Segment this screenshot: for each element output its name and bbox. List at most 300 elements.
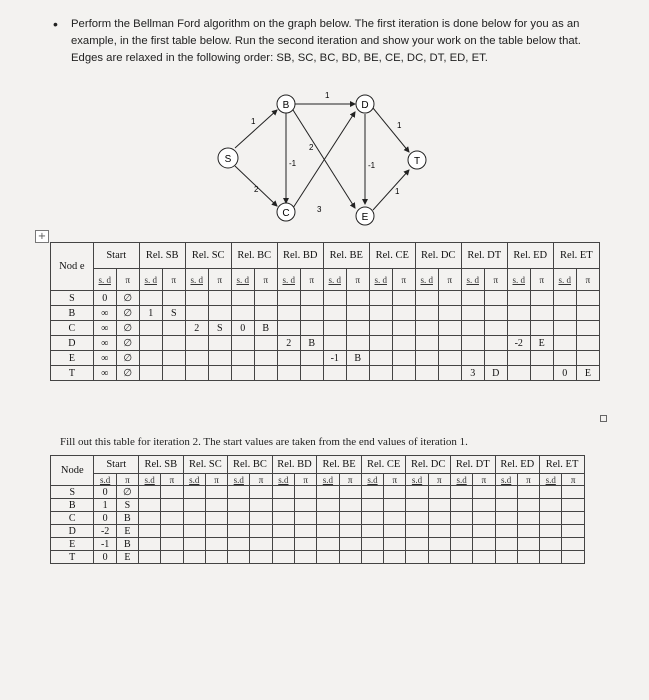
d-cell[interactable]	[228, 499, 250, 512]
pi-cell[interactable]	[339, 486, 361, 499]
d-cell[interactable]	[183, 538, 205, 551]
pi-cell[interactable]	[428, 551, 450, 564]
pi-cell[interactable]	[205, 525, 227, 538]
pi-cell[interactable]	[473, 486, 495, 499]
pi-cell[interactable]	[384, 525, 406, 538]
row-node-label: S	[51, 291, 94, 306]
d-cell	[139, 366, 162, 381]
pi-cell	[208, 336, 231, 351]
pi-cell	[208, 306, 231, 321]
d-cell[interactable]	[272, 551, 294, 564]
pi-cell[interactable]	[517, 538, 539, 551]
pi-cell	[438, 366, 461, 381]
node-e	[356, 207, 374, 225]
pi-cell[interactable]	[339, 499, 361, 512]
rel-header: Rel. SB	[139, 456, 184, 474]
sub-header-d: s.d	[272, 474, 294, 486]
d-cell[interactable]	[406, 512, 428, 525]
rel-header: Rel. CE	[361, 456, 406, 474]
d-cell[interactable]	[450, 551, 472, 564]
table-row	[51, 486, 585, 499]
sub-header-pi: π	[300, 269, 323, 291]
d-cell	[369, 336, 392, 351]
pi-cell[interactable]	[517, 512, 539, 525]
pi-cell[interactable]	[295, 499, 317, 512]
iteration-2-table	[50, 455, 585, 564]
pi-cell[interactable]	[205, 486, 227, 499]
pi-cell[interactable]	[562, 499, 585, 512]
pi-cell	[530, 321, 553, 336]
svg-text:C: C	[282, 208, 290, 219]
weight-bd: 1	[325, 91, 330, 100]
d-cell[interactable]	[495, 486, 517, 499]
pi-cell[interactable]	[428, 512, 450, 525]
d-cell	[507, 366, 530, 381]
table-row	[51, 336, 600, 351]
pi-cell[interactable]	[295, 538, 317, 551]
pi-cell[interactable]	[517, 499, 539, 512]
pi-cell	[392, 351, 415, 366]
pi-cell	[208, 351, 231, 366]
d-cell[interactable]	[406, 499, 428, 512]
row-node-label: C	[51, 321, 94, 336]
sub-header-pi: π	[162, 269, 185, 291]
pi-cell[interactable]	[428, 525, 450, 538]
d-cell[interactable]	[272, 538, 294, 551]
d-cell[interactable]	[183, 512, 205, 525]
table-row	[51, 306, 600, 321]
pi-cell[interactable]	[250, 486, 272, 499]
start-pi-cell: S	[116, 499, 138, 512]
d-cell[interactable]	[450, 538, 472, 551]
d-cell[interactable]	[450, 499, 472, 512]
row-node-label: D	[51, 525, 94, 538]
d-cell	[507, 306, 530, 321]
pi-cell[interactable]	[161, 512, 183, 525]
sub-header-d: s. d	[507, 269, 530, 291]
sub-header-pi: π	[295, 474, 317, 486]
d-cell: 3	[461, 366, 484, 381]
rel-header: Rel. ET	[553, 243, 599, 269]
d-cell[interactable]	[540, 486, 562, 499]
sub-header-d: s. d	[185, 269, 208, 291]
pi-cell	[254, 366, 277, 381]
start-d-cell: ∞	[93, 336, 116, 351]
node-header: Node	[51, 456, 94, 486]
d-cell	[461, 351, 484, 366]
pi-cell	[300, 366, 323, 381]
d-cell	[415, 306, 438, 321]
d-cell: 2	[185, 321, 208, 336]
table2-caption: Fill out this table for iteration 2. The start values are taken from the end values of iteration 1.	[60, 436, 468, 448]
pi-cell	[162, 291, 185, 306]
pi-cell[interactable]	[205, 538, 227, 551]
start-pi-cell: ∅	[116, 351, 139, 366]
pi-cell	[254, 291, 277, 306]
start-pi-cell: ∅	[116, 291, 139, 306]
d-cell[interactable]	[272, 499, 294, 512]
table-handle-plus-icon[interactable]: +	[35, 230, 49, 243]
d-cell[interactable]	[272, 512, 294, 525]
d-cell	[323, 366, 346, 381]
table-row	[51, 351, 600, 366]
d-cell	[231, 306, 254, 321]
d-cell	[369, 291, 392, 306]
sub-header-pi: π	[339, 474, 361, 486]
d-cell[interactable]	[361, 486, 383, 499]
sub-header-pi: π	[576, 269, 599, 291]
sub-header-pi: π	[208, 269, 231, 291]
pi-cell: S	[162, 306, 185, 321]
pi-cell: E	[576, 366, 599, 381]
sub-header-pi: π	[116, 269, 139, 291]
pi-cell[interactable]	[339, 538, 361, 551]
pi-cell[interactable]	[517, 486, 539, 499]
d-cell[interactable]	[361, 512, 383, 525]
pi-cell	[162, 366, 185, 381]
pi-cell[interactable]	[295, 551, 317, 564]
edge-et	[373, 170, 409, 210]
d-cell[interactable]	[450, 512, 472, 525]
sub-header-pi: π	[428, 474, 450, 486]
pi-cell[interactable]	[339, 512, 361, 525]
start-d-cell: -2	[94, 525, 116, 538]
d-cell	[415, 291, 438, 306]
start-pi-cell: B	[116, 512, 138, 525]
pi-cell[interactable]	[473, 551, 495, 564]
pi-cell	[392, 321, 415, 336]
d-cell	[553, 306, 576, 321]
d-cell[interactable]	[540, 512, 562, 525]
sub-header-pi: π	[205, 474, 227, 486]
d-cell	[185, 291, 208, 306]
start-pi-cell: ∅	[116, 366, 139, 381]
d-cell	[415, 351, 438, 366]
d-cell[interactable]	[183, 499, 205, 512]
sub-header-pi: π	[562, 474, 585, 486]
d-cell[interactable]	[406, 486, 428, 499]
pi-cell[interactable]	[250, 512, 272, 525]
d-cell[interactable]	[361, 538, 383, 551]
rel-header: Rel. CE	[369, 243, 415, 269]
d-cell	[553, 336, 576, 351]
pi-cell[interactable]	[339, 525, 361, 538]
row-node-label: E	[51, 538, 94, 551]
pi-cell	[438, 291, 461, 306]
d-cell[interactable]	[540, 499, 562, 512]
pi-cell	[530, 351, 553, 366]
start-d-cell: ∞	[93, 321, 116, 336]
d-cell	[139, 321, 162, 336]
pi-cell	[576, 351, 599, 366]
sub-header-d: s.d	[450, 474, 472, 486]
pi-cell[interactable]	[473, 525, 495, 538]
sub-header-d: s.d	[495, 474, 517, 486]
svg-text:T: T	[413, 156, 421, 167]
pi-cell[interactable]	[295, 512, 317, 525]
d-cell[interactable]	[228, 512, 250, 525]
weight-dc: -1	[368, 161, 376, 170]
sub-header-pi: π	[384, 474, 406, 486]
start-d-cell: -1	[94, 538, 116, 551]
rel-header: Rel. DT	[450, 456, 495, 474]
pi-cell[interactable]	[562, 538, 585, 551]
d-cell: 0	[231, 321, 254, 336]
d-cell[interactable]	[361, 499, 383, 512]
pi-cell	[162, 321, 185, 336]
pi-cell[interactable]	[384, 499, 406, 512]
rel-header: Rel. SC	[183, 456, 228, 474]
d-cell[interactable]	[139, 499, 161, 512]
d-cell[interactable]	[361, 551, 383, 564]
d-cell	[507, 351, 530, 366]
start-header: Start	[93, 243, 139, 269]
pi-cell	[254, 351, 277, 366]
sub-header-d: s.d	[317, 474, 339, 486]
d-cell[interactable]	[406, 525, 428, 538]
d-cell	[139, 291, 162, 306]
pi-cell[interactable]	[562, 512, 585, 525]
d-cell[interactable]	[495, 525, 517, 538]
sub-header-pi: π	[484, 269, 507, 291]
d-cell[interactable]	[139, 551, 161, 564]
start-pi-cell: B	[116, 538, 138, 551]
sub-header-pi: π	[254, 269, 277, 291]
pi-cell	[438, 336, 461, 351]
iteration-1-table	[50, 242, 600, 381]
pi-cell[interactable]	[161, 486, 183, 499]
pi-cell[interactable]	[562, 525, 585, 538]
pi-cell	[530, 306, 553, 321]
sub-header-pi: π	[392, 269, 415, 291]
pi-cell	[576, 306, 599, 321]
pi-cell[interactable]	[473, 512, 495, 525]
d-cell[interactable]	[406, 538, 428, 551]
d-cell[interactable]	[317, 512, 339, 525]
pi-cell	[346, 321, 369, 336]
table-row	[51, 512, 585, 525]
pi-cell: S	[208, 321, 231, 336]
d-cell	[507, 291, 530, 306]
start-pi-cell: ∅	[116, 306, 139, 321]
pi-cell	[254, 336, 277, 351]
d-cell	[231, 336, 254, 351]
d-cell	[323, 306, 346, 321]
sub-header-pi: π	[517, 474, 539, 486]
start-header: Start	[94, 456, 139, 474]
pi-cell	[162, 351, 185, 366]
pi-cell[interactable]	[161, 551, 183, 564]
instructions	[55, 16, 615, 67]
row-node-label: E	[51, 351, 94, 366]
pi-cell[interactable]	[339, 551, 361, 564]
rel-header: Rel. ED	[507, 243, 553, 269]
pi-cell[interactable]	[250, 499, 272, 512]
pi-cell[interactable]	[428, 499, 450, 512]
d-cell[interactable]	[317, 486, 339, 499]
pi-cell[interactable]	[384, 486, 406, 499]
pi-cell[interactable]	[473, 538, 495, 551]
bullet-icon: •	[53, 16, 58, 32]
rel-header: Rel. DC	[415, 243, 461, 269]
pi-cell[interactable]	[250, 538, 272, 551]
pi-cell[interactable]	[205, 551, 227, 564]
pi-cell	[438, 306, 461, 321]
d-cell[interactable]	[183, 551, 205, 564]
d-cell[interactable]	[228, 551, 250, 564]
d-cell[interactable]	[406, 551, 428, 564]
d-cell[interactable]	[317, 499, 339, 512]
pi-cell: D	[484, 366, 507, 381]
d-cell[interactable]	[183, 486, 205, 499]
pi-cell[interactable]	[517, 551, 539, 564]
d-cell[interactable]	[139, 525, 161, 538]
d-cell	[553, 291, 576, 306]
d-cell[interactable]	[495, 551, 517, 564]
start-d-cell: 0	[93, 291, 116, 306]
d-cell	[369, 306, 392, 321]
d-cell	[139, 351, 162, 366]
pi-cell[interactable]	[295, 525, 317, 538]
sub-header-d: s. d	[369, 269, 392, 291]
pi-cell[interactable]	[161, 499, 183, 512]
node-header: Nod e	[51, 243, 94, 291]
sub-header-d: s.d	[406, 474, 428, 486]
d-cell	[461, 321, 484, 336]
pi-cell	[392, 366, 415, 381]
pi-cell[interactable]	[562, 486, 585, 499]
d-cell	[231, 366, 254, 381]
d-cell[interactable]	[450, 486, 472, 499]
pi-cell	[438, 351, 461, 366]
d-cell	[507, 321, 530, 336]
node-d	[356, 95, 374, 113]
pi-cell[interactable]	[250, 525, 272, 538]
d-cell[interactable]	[317, 551, 339, 564]
row-node-label: B	[51, 499, 94, 512]
pi-cell	[208, 291, 231, 306]
pi-cell[interactable]	[250, 551, 272, 564]
pi-cell[interactable]	[428, 486, 450, 499]
row-node-label: B	[51, 306, 94, 321]
d-cell[interactable]	[450, 525, 472, 538]
d-cell: 2	[277, 336, 300, 351]
d-cell	[277, 306, 300, 321]
d-cell[interactable]	[540, 538, 562, 551]
sub-header-d: s.d	[94, 474, 116, 486]
d-cell[interactable]	[540, 525, 562, 538]
d-cell	[323, 336, 346, 351]
start-pi-cell: ∅	[116, 321, 139, 336]
pi-cell[interactable]	[384, 538, 406, 551]
d-cell	[185, 366, 208, 381]
d-cell[interactable]	[139, 486, 161, 499]
pi-cell[interactable]	[295, 486, 317, 499]
pi-cell[interactable]	[205, 512, 227, 525]
d-cell[interactable]	[139, 538, 161, 551]
pi-cell[interactable]	[473, 499, 495, 512]
pi-cell	[300, 321, 323, 336]
pi-cell[interactable]	[517, 525, 539, 538]
weight-bc: -1	[289, 159, 297, 168]
rel-header: Rel. BD	[272, 456, 317, 474]
d-cell	[277, 366, 300, 381]
pi-cell	[484, 321, 507, 336]
table-resize-handle[interactable]	[600, 415, 607, 422]
start-d-cell: ∞	[93, 306, 116, 321]
d-cell[interactable]	[361, 525, 383, 538]
table-row	[51, 291, 600, 306]
d-cell[interactable]	[540, 551, 562, 564]
d-cell	[185, 306, 208, 321]
d-cell[interactable]	[272, 486, 294, 499]
pi-cell[interactable]	[384, 551, 406, 564]
d-cell	[323, 321, 346, 336]
pi-cell	[346, 366, 369, 381]
rel-header: Rel. SB	[139, 243, 185, 269]
d-cell	[461, 291, 484, 306]
start-pi-cell: ∅	[116, 336, 139, 351]
pi-cell: B	[300, 336, 323, 351]
rel-header: Rel. BD	[277, 243, 323, 269]
sub-header-d: s. d	[415, 269, 438, 291]
pi-cell	[254, 306, 277, 321]
d-cell[interactable]	[495, 538, 517, 551]
d-cell[interactable]	[495, 499, 517, 512]
sub-header-d: s. d	[139, 269, 162, 291]
pi-cell[interactable]	[384, 512, 406, 525]
d-cell[interactable]	[228, 525, 250, 538]
d-cell[interactable]	[228, 538, 250, 551]
weight-et: 1	[395, 187, 400, 196]
d-cell[interactable]	[317, 538, 339, 551]
pi-cell	[300, 291, 323, 306]
pi-cell	[484, 306, 507, 321]
sub-header-pi: π	[161, 474, 183, 486]
sub-header-d: s.d	[228, 474, 250, 486]
pi-cell	[392, 306, 415, 321]
sub-header-pi: π	[250, 474, 272, 486]
d-cell	[277, 291, 300, 306]
start-d-cell: ∞	[93, 351, 116, 366]
pi-cell[interactable]	[428, 538, 450, 551]
d-cell[interactable]	[228, 486, 250, 499]
d-cell	[553, 321, 576, 336]
instructions-text: Perform the Bellman Ford algorithm on the graph below. The first iteration is done below for you as an example, in the first table below. Run the second iteration and show your work on the table below that. Edges are relaxed in the following order: SB, SC, BC, BD, BE, CE, DC, DT, ED, ET.	[71, 18, 581, 64]
d-cell	[415, 336, 438, 351]
table-row	[51, 366, 600, 381]
pi-cell[interactable]	[161, 525, 183, 538]
rel-header: Rel. BE	[317, 456, 362, 474]
sub-header-d: s. d	[553, 269, 576, 291]
rel-header: Rel. ET	[540, 456, 585, 474]
d-cell[interactable]	[317, 525, 339, 538]
d-cell[interactable]	[183, 525, 205, 538]
sub-header-pi: π	[530, 269, 553, 291]
d-cell[interactable]	[272, 525, 294, 538]
d-cell[interactable]	[139, 512, 161, 525]
d-cell[interactable]	[495, 512, 517, 525]
pi-cell[interactable]	[161, 538, 183, 551]
pi-cell[interactable]	[562, 551, 585, 564]
edge-sb	[235, 110, 277, 148]
d-cell	[277, 351, 300, 366]
start-pi-cell: E	[116, 525, 138, 538]
d-cell	[415, 321, 438, 336]
start-pi-cell: ∅	[116, 486, 138, 499]
weight-sc: 2	[254, 185, 259, 194]
pi-cell[interactable]	[205, 499, 227, 512]
